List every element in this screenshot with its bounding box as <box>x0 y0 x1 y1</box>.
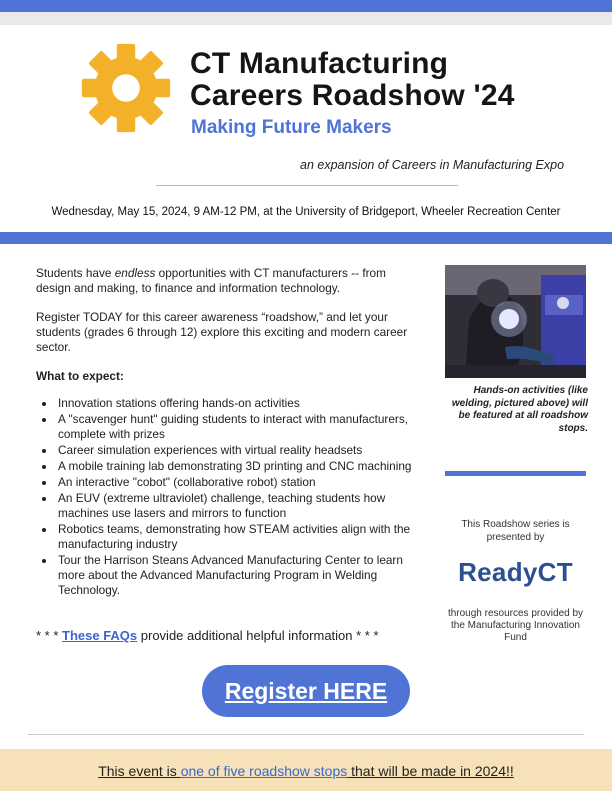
footer-banner <box>0 749 612 791</box>
title-line-2: Careers Roadshow '24 <box>190 79 515 112</box>
register-button[interactable]: Register HERE <box>202 665 410 717</box>
faq-link[interactable]: These FAQs <box>62 628 138 643</box>
list-item: • A "scavenger hunt" guiding students to interact with manufacturers, complete with prizes <box>56 412 416 442</box>
intro-emphasis: endless <box>114 266 156 280</box>
top-accent-bar <box>0 0 612 12</box>
photo-caption: Hands-on activities (like welding, pictured above) will be featured at all roadshow stops. <box>451 385 588 434</box>
gear-icon <box>80 42 172 134</box>
faq-suffix: provide additional helpful information * * * <box>137 628 379 643</box>
top-gray-band <box>0 12 612 25</box>
welding-photo <box>445 265 586 378</box>
main-content <box>36 266 416 599</box>
intro-paragraph <box>36 266 416 296</box>
sidebar-divider <box>445 471 586 476</box>
list-item: • Tour the Harrison Steans Advanced Manufacturing Center to learn more about the Advanced Manufacturing Program in Welding Technology. <box>56 553 416 598</box>
funding-note: through resources provided by the Manufacturing Innovation Fund <box>447 608 584 643</box>
section-accent-bar <box>0 232 612 244</box>
page-subtitle: Making Future Makers <box>191 117 392 138</box>
register-paragraph: Register TODAY for this career awareness “roadshow,” and let your students (grades 6 through 12) explore this exciting and modern career sector. <box>36 310 408 354</box>
readyct-logo: ReadyCT <box>458 557 573 587</box>
welding-photo-image <box>445 265 586 378</box>
event-date-line: Wednesday, May 15, 2024, 9 AM-12 PM, at the University of Bridgeport, Wheeler Recreation Center <box>51 206 561 218</box>
list-item: • An EUV (extreme ultraviolet) challenge, teaching students how machines use lasers and mirrors to function <box>56 491 416 521</box>
footer-divider <box>28 734 584 735</box>
title-line-1: CT Manufacturing <box>190 47 449 80</box>
list-item: • Career simulation experiences with virtual reality headsets <box>56 443 416 458</box>
roadshow-stops-link[interactable]: one of five roadshow stops <box>180 763 348 779</box>
header-divider <box>156 185 458 186</box>
intro-text-end: opportunities with CT manufacturers -- from design and making, to finance and information technology. <box>36 266 386 295</box>
expansion-note: an expansion of Careers in Manufacturing Expo <box>300 158 565 172</box>
list-item: • Robotics teams, demonstrating how STEAM activities align with the manufacturing industry <box>56 522 416 552</box>
what-to-expect-heading: What to expect: <box>36 369 124 383</box>
faq-line <box>36 628 379 643</box>
footer-text-start: This event is <box>98 763 181 779</box>
series-presented-by: This Roadshow series is presented by <box>461 519 570 543</box>
footer-text-end: that will be made in 2024!! <box>347 763 514 779</box>
expectations-list <box>36 396 416 598</box>
list-item: • Innovation stations offering hands-on activities <box>56 396 416 411</box>
faq-prefix: * * * <box>36 628 63 643</box>
page-title <box>190 48 515 112</box>
intro-text-start: Students have <box>36 266 115 280</box>
list-item: • An interactive "cobot" (collaborative robot) station <box>56 475 416 490</box>
list-item: • A mobile training lab demonstrating 3D printing and CNC machining <box>56 459 416 474</box>
